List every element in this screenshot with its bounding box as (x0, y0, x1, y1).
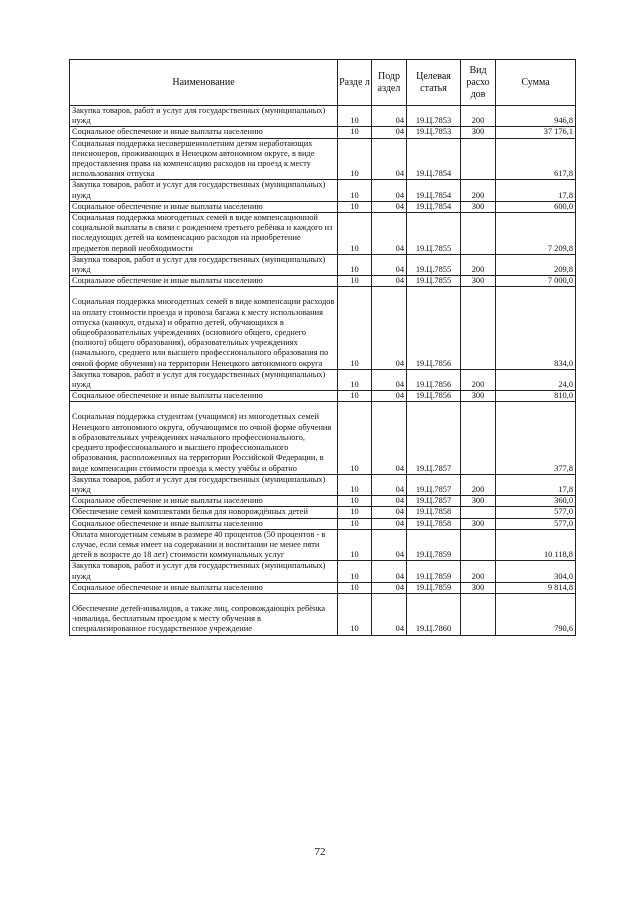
cell-amount: 9 814,8 (496, 582, 576, 593)
table-row (70, 561, 576, 582)
table-row (70, 507, 576, 518)
cell-target: 19.Ц.7856 (407, 287, 461, 369)
table-row (70, 201, 576, 212)
cell-expense-type (461, 138, 496, 180)
cell-target: 19.Ц.7857 (407, 496, 461, 507)
cell-amount: 377,8 (496, 402, 576, 474)
column-header-target: Целевая статья (407, 60, 461, 106)
cell-expense-type: 200 (461, 474, 496, 495)
cell-subsection: 04 (372, 254, 407, 275)
table-row (70, 369, 576, 390)
cell-target: 19.Ц.7853 (407, 106, 461, 127)
cell-expense-type (461, 507, 496, 518)
cell-name: Закупка товаров, работ и услуг для государственных (муниципальных) нужд (70, 474, 338, 495)
cell-section: 10 (338, 582, 372, 593)
cell-name: Социальное обеспечение и иные выплаты населению (70, 127, 338, 138)
cell-name: Социальное обеспечение и иные выплаты населению (70, 201, 338, 212)
cell-amount: 617,8 (496, 138, 576, 180)
cell-target: 19.Ц.7859 (407, 529, 461, 561)
cell-subsection: 04 (372, 138, 407, 180)
cell-section: 10 (338, 254, 372, 275)
cell-amount: 810,0 (496, 391, 576, 402)
column-header-amount: Сумма (496, 60, 576, 106)
table-row (70, 180, 576, 201)
cell-amount: 577,0 (496, 507, 576, 518)
cell-expense-type (461, 287, 496, 369)
cell-expense-type (461, 529, 496, 561)
cell-section: 10 (338, 561, 372, 582)
cell-expense-type: 200 (461, 254, 496, 275)
cell-subsection: 04 (372, 201, 407, 212)
cell-target: 19.Ц.7853 (407, 127, 461, 138)
cell-name: Социальное обеспечение и иные выплаты населению (70, 518, 338, 529)
cell-expense-type: 300 (461, 276, 496, 287)
cell-expense-type: 200 (461, 561, 496, 582)
cell-amount: 7 000,0 (496, 276, 576, 287)
cell-subsection: 04 (372, 180, 407, 201)
cell-name: Обеспечение семей комплектами белья для новорождённых детей (70, 507, 338, 518)
cell-subsection: 04 (372, 474, 407, 495)
cell-name: Закупка товаров, работ и услуг для государственных (муниципальных) нужд (70, 254, 338, 275)
cell-section: 10 (338, 593, 372, 635)
cell-section: 10 (338, 276, 372, 287)
cell-name: Закупка товаров, работ и услуг для государственных (муниципальных) нужд (70, 561, 338, 582)
cell-amount: 946,8 (496, 106, 576, 127)
cell-subsection: 04 (372, 287, 407, 369)
cell-target: 19.Ц.7859 (407, 582, 461, 593)
cell-subsection: 04 (372, 369, 407, 390)
cell-expense-type (461, 402, 496, 474)
cell-subsection: 04 (372, 529, 407, 561)
table-row (70, 496, 576, 507)
cell-target: 19.Ц.7857 (407, 402, 461, 474)
cell-name: Оплата многодетным семьям в размере 40 процентов (50 процентов - в случае, если семья имеет на содержании и воспитании не менее пяти детей в возрасте до 18 лет) стоимости коммунальных услуг (70, 529, 338, 561)
cell-subsection: 04 (372, 518, 407, 529)
cell-section: 10 (338, 369, 372, 390)
budget-table (69, 59, 576, 636)
cell-target: 19.Ц.7856 (407, 391, 461, 402)
table-row (70, 213, 576, 255)
cell-subsection: 04 (372, 561, 407, 582)
cell-expense-type: 200 (461, 106, 496, 127)
cell-name: Закупка товаров, работ и услуг для государственных (муниципальных) нужд (70, 369, 338, 390)
cell-amount: 577,0 (496, 518, 576, 529)
column-header-subsection: Подр аздел (372, 60, 407, 106)
table-row (70, 287, 576, 369)
cell-expense-type: 200 (461, 369, 496, 390)
cell-target: 19.Ц.7857 (407, 474, 461, 495)
cell-subsection: 04 (372, 593, 407, 635)
cell-amount: 10 118,8 (496, 529, 576, 561)
cell-section: 10 (338, 402, 372, 474)
cell-target: 19.Ц.7856 (407, 369, 461, 390)
table-header-row (70, 60, 576, 106)
cell-section: 10 (338, 287, 372, 369)
table-row (70, 276, 576, 287)
cell-section: 10 (338, 507, 372, 518)
cell-name: Закупка товаров, работ и услуг для государственных (муниципальных) нужд (70, 106, 338, 127)
column-header-expense-type: Вид расхо дов (461, 60, 496, 106)
cell-subsection: 04 (372, 496, 407, 507)
cell-amount: 24,0 (496, 369, 576, 390)
cell-name: Закупка товаров, работ и услуг для государственных (муниципальных) нужд (70, 180, 338, 201)
cell-amount: 209,8 (496, 254, 576, 275)
cell-target: 19.Ц.7854 (407, 180, 461, 201)
cell-name: Обеспечение детей-инвалидов, а также лиц, сопровождающих ребёнка -инвалида, бесплатным проездом к месту обучения в специализированное государственное учреждение (70, 593, 338, 635)
cell-section: 10 (338, 213, 372, 255)
cell-target: 19.Ц.7860 (407, 593, 461, 635)
cell-section: 10 (338, 138, 372, 180)
cell-subsection: 04 (372, 127, 407, 138)
cell-expense-type: 300 (461, 127, 496, 138)
cell-name: Социальное обеспечение и иные выплаты населению (70, 496, 338, 507)
table-row (70, 254, 576, 275)
cell-name: Социальное обеспечение и иные выплаты населению (70, 391, 338, 402)
table-row (70, 391, 576, 402)
table-row (70, 474, 576, 495)
cell-amount: 7 209,8 (496, 213, 576, 255)
cell-subsection: 04 (372, 213, 407, 255)
table-row (70, 518, 576, 529)
table-row (70, 582, 576, 593)
cell-section: 10 (338, 529, 372, 561)
cell-expense-type: 300 (461, 518, 496, 529)
cell-target: 19.Ц.7854 (407, 138, 461, 180)
cell-name: Социальное обеспечение и иные выплаты населению (70, 582, 338, 593)
table-row (70, 402, 576, 474)
cell-section: 10 (338, 106, 372, 127)
table-row (70, 529, 576, 561)
cell-section: 10 (338, 201, 372, 212)
cell-subsection: 04 (372, 276, 407, 287)
cell-name: Социальная поддержка многодетных семей в виде компенсационной социальной выплаты в связи с рождением третьего ребёнка и каждого из последующих детей на компенсацию расходов на приобретение предметов первой необходимости (70, 213, 338, 255)
cell-target: 19.Ц.7859 (407, 561, 461, 582)
cell-section: 10 (338, 391, 372, 402)
cell-name: Социальное обеспечение и иные выплаты населению (70, 276, 338, 287)
table-row (70, 593, 576, 635)
table-body (70, 106, 576, 636)
table-row (70, 106, 576, 127)
cell-amount: 600,0 (496, 201, 576, 212)
cell-name: Социальная поддержка несовершеннолетним детям неработающих пенсионеров, проживающих в Ненецком автономном округе, в виде предоставления права на компенсацию расходов на проезд к месту использования отпуска (70, 138, 338, 180)
table-row (70, 127, 576, 138)
cell-expense-type (461, 213, 496, 255)
cell-expense-type: 300 (461, 582, 496, 593)
cell-amount: 790,6 (496, 593, 576, 635)
cell-target: 19.Ц.7855 (407, 254, 461, 275)
page-number: 72 (314, 846, 326, 858)
cell-amount: 304,0 (496, 561, 576, 582)
cell-name: Социальная поддержка многодетных семей в виде компенсации расходов на оплату стоимости проезда и провоза багажа к месту использования отпуска (каникул, отдыха) и обратно детей, обучающихся в общеобразовательных учреждениях (основного общего, среднего (полного) общего образования), образовательных учреждениях (начального, среднего или высшего профессионального образования по очной форме обучения) на территории Ненецкого автономного округа (70, 287, 338, 369)
cell-expense-type: 300 (461, 391, 496, 402)
cell-expense-type (461, 593, 496, 635)
cell-target: 19.Ц.7854 (407, 201, 461, 212)
cell-target: 19.Ц.7855 (407, 213, 461, 255)
cell-amount: 37 176,1 (496, 127, 576, 138)
cell-subsection: 04 (372, 106, 407, 127)
cell-section: 10 (338, 127, 372, 138)
cell-subsection: 04 (372, 402, 407, 474)
column-header-name: Наименование (70, 60, 338, 106)
cell-amount: 360,0 (496, 496, 576, 507)
cell-target: 19.Ц.7855 (407, 276, 461, 287)
cell-amount: 17,8 (496, 474, 576, 495)
cell-subsection: 04 (372, 582, 407, 593)
cell-target: 19.Ц.7858 (407, 518, 461, 529)
cell-subsection: 04 (372, 391, 407, 402)
cell-section: 10 (338, 496, 372, 507)
cell-expense-type: 200 (461, 180, 496, 201)
column-header-section: Разде л (338, 60, 372, 106)
cell-section: 10 (338, 518, 372, 529)
cell-expense-type: 300 (461, 496, 496, 507)
cell-section: 10 (338, 180, 372, 201)
cell-expense-type: 300 (461, 201, 496, 212)
cell-amount: 834,0 (496, 287, 576, 369)
cell-section: 10 (338, 474, 372, 495)
cell-amount: 17,8 (496, 180, 576, 201)
cell-subsection: 04 (372, 507, 407, 518)
table-row (70, 138, 576, 180)
cell-target: 19.Ц.7858 (407, 507, 461, 518)
cell-name: Социальная поддержка студентам (учащимся) из многодетных семей Ненецкого автономного округа, обучающимся по очной форме обучения в образовательных учреждениях начального профессионального, среднего профессионального и высшего профессионального образования, расположенных на территории Российской Федерации, в виде компенсации стоимости проезда к месту учёбы и обратно (70, 402, 338, 474)
